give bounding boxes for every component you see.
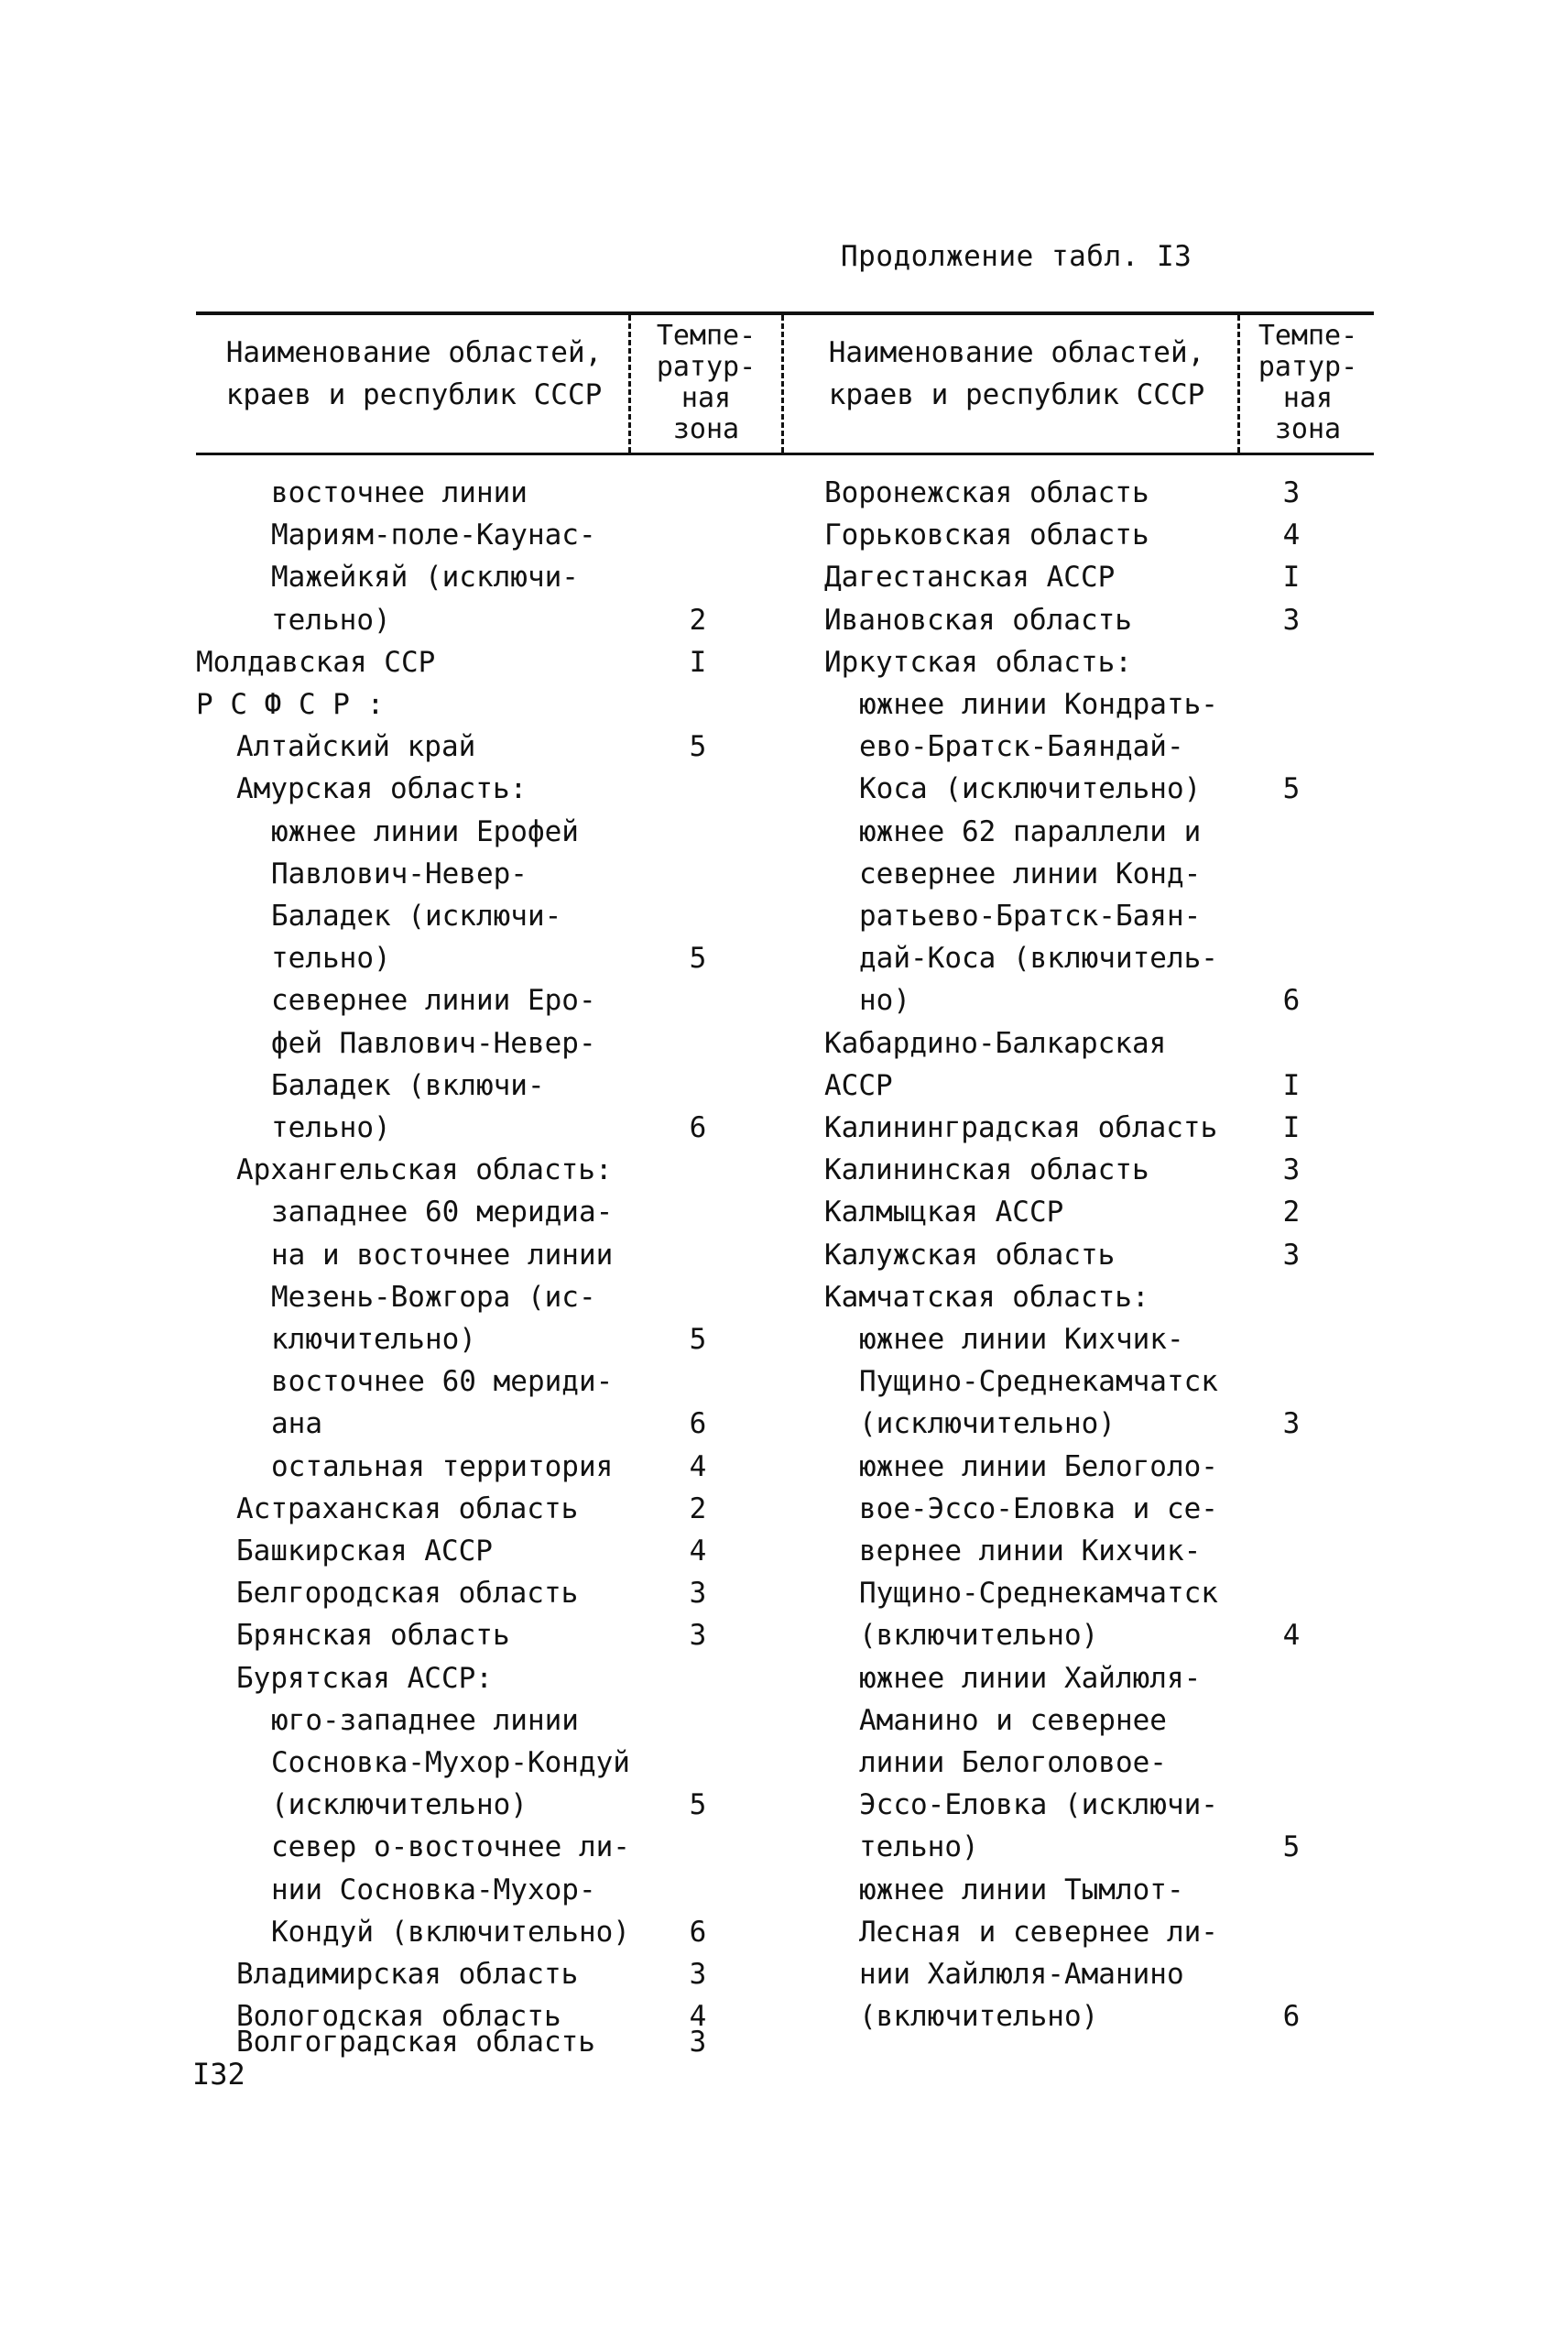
table-row-name: ратьево-Братск-Баян-: [859, 900, 1202, 933]
table-row-name: ана: [271, 1407, 322, 1441]
table-row-name: нии Сосновка-Мухор-: [271, 1873, 596, 1906]
table-row-zone: 4: [689, 1535, 707, 1568]
table-row-zone: 5: [1282, 772, 1301, 806]
table-row-name: на и восточнее линии: [271, 1238, 614, 1272]
table-row-name: западнее 60 меридиа-: [271, 1196, 614, 1229]
table-row-name: южнее линии Хайлюля-: [859, 1661, 1202, 1695]
table-row-name: Бурятская АССР:: [236, 1661, 493, 1695]
table-row-zone: 3: [689, 1619, 707, 1653]
table-row-name: южнее линии Кондрать-: [859, 688, 1218, 721]
table-row-name: Владимирская область: [236, 1958, 579, 1991]
table-row-zone: 6: [1282, 2000, 1301, 2034]
table-row-name: южнее линии Белоголо-: [859, 1449, 1218, 1483]
table-row-name: фей Павлович-Невер-: [271, 1026, 596, 1060]
table-row-name: линии Белоголовое-: [859, 1746, 1167, 1779]
table-row-name: Коса (исключительно): [859, 772, 1202, 806]
table-row-name: Волгоградская область: [236, 2026, 595, 2059]
table-row-zone: 6: [1282, 984, 1301, 1018]
table-row-zone: 4: [689, 1449, 707, 1483]
table-row-zone: 6: [689, 1111, 707, 1144]
table-row-zone: 5: [1282, 1830, 1301, 1864]
table-row-name: нии Хайлюля-Аманино: [859, 1958, 1184, 1991]
table-row-zone: 3: [1282, 1407, 1301, 1441]
table-row-name: восточнее линии: [271, 476, 528, 509]
table-row-zone: 5: [689, 730, 707, 764]
table-row-name: южнее линии Ерофей: [271, 814, 579, 848]
table-row-name: Лесная и севернее ли-: [859, 1915, 1218, 1949]
table-row-name: ключительно): [271, 1323, 476, 1356]
table-row-name: Мариям-поле-Каунас-: [271, 519, 596, 552]
table-row-name: южнее линии Кихчик-: [859, 1323, 1184, 1356]
table-row-name: Архангельская область:: [236, 1153, 613, 1187]
table-row-name: Вологодская область: [236, 2000, 561, 2034]
table-caption: Продолжение табл. I3: [841, 240, 1192, 273]
table-row-zone: 3: [689, 1577, 707, 1611]
table-row-zone: 3: [1282, 603, 1301, 637]
table-row-zone: 6: [689, 1407, 707, 1441]
table-header-rule: [196, 453, 1374, 455]
table-row-name: Аманино и севернее: [859, 1703, 1167, 1737]
table-row-zone: 5: [689, 1788, 707, 1822]
table-row-name: дай-Коса (включитель-: [859, 942, 1218, 976]
column-divider-3: [1237, 315, 1240, 453]
table-row-name: АССР: [824, 1068, 893, 1102]
table-row-name: Калининская область: [824, 1153, 1149, 1187]
table-row-name: юго-западнее линии: [271, 1703, 579, 1737]
table-row-zone: 5: [689, 1323, 707, 1356]
page-number: I32: [192, 2057, 245, 2092]
table-row-zone: 6: [689, 1915, 707, 1949]
table-row-zone: 3: [1282, 1153, 1301, 1187]
table-top-rule: [196, 311, 1374, 315]
table-row-zone: 2: [689, 1491, 707, 1525]
table-row-zone: 4: [689, 2000, 707, 2034]
table-row-name: южнее 62 параллели и: [859, 814, 1202, 848]
table-row-name: Сосновка-Мухор-Кондуй: [271, 1746, 630, 1779]
table-row-name: (включительно): [859, 1619, 1099, 1653]
table-row-name: Брянская область: [236, 1619, 510, 1653]
table-row-name: Пущино-Среднекамчатск: [859, 1577, 1218, 1611]
table-row-name: тельно): [859, 1830, 979, 1864]
table-row-name: Кондуй (включительно): [271, 1915, 630, 1949]
column-divider-2: [781, 315, 784, 453]
table-row-zone: I: [1282, 561, 1301, 595]
table-row-name: (исключительно): [859, 1407, 1116, 1441]
table-row-name: Камчатская область:: [824, 1280, 1149, 1314]
table-row-zone: 3: [1282, 1238, 1301, 1272]
table-row-zone: 5: [689, 942, 707, 976]
table-row-zone: 3: [689, 1958, 707, 1991]
table-row-name: Кабардино-Балкарская: [824, 1026, 1167, 1060]
table-row-name: Калужская область: [824, 1238, 1116, 1272]
table-row-zone: I: [1282, 1068, 1301, 1102]
column-divider-1: [628, 315, 631, 453]
table-row-zone: I: [1282, 1111, 1301, 1144]
table-row-name: Молдавская ССР: [196, 645, 436, 679]
table-row-zone: 3: [1282, 476, 1301, 509]
table-row-name: Эссо-Еловка (исключи-: [859, 1788, 1218, 1822]
table-row-name: Астраханская область: [236, 1491, 579, 1525]
table-row-name: но): [859, 984, 910, 1018]
table-row-name: вое-Эссо-Еловка и се-: [859, 1491, 1218, 1525]
table-row-zone: 2: [1282, 1196, 1301, 1229]
table-row-name: южнее линии Тымлот-: [859, 1873, 1184, 1906]
table-row-zone: 4: [1282, 1619, 1301, 1653]
table-row-name: тельно): [271, 1111, 391, 1144]
right-zone-header: Темпе- ратур- ная зона: [1258, 320, 1358, 445]
table-row-name: север о-восточнее ли-: [271, 1830, 630, 1864]
table-row-name: Башкирская АССР: [236, 1535, 493, 1568]
table-row-zone: 3: [689, 2026, 707, 2059]
table-row-name: восточнее 60 мериди-: [271, 1365, 614, 1399]
table-row-zone: I: [689, 645, 707, 679]
table-row-name: Мажейкяй (исключи-: [271, 561, 579, 595]
table-row-name: (исключительно): [271, 1788, 528, 1822]
table-row-name: Воронежская область: [824, 476, 1149, 509]
table-row-name: Пущино-Среднекамчатск: [859, 1365, 1218, 1399]
table-row-name: Баладек (исключи-: [271, 900, 562, 933]
left-name-header: Наименование областей, краев и республик СССР: [225, 336, 603, 411]
table-row-name: вернее линии Кихчик-: [859, 1535, 1202, 1568]
table-row-name: (включительно): [859, 2000, 1099, 2034]
table-row-name: севернее линии Конд-: [859, 857, 1202, 890]
table-row-name: севернее линии Еро-: [271, 984, 596, 1018]
table-row-name: Мезень-Вожгора (ис-: [271, 1280, 596, 1314]
table-row-zone: 4: [1282, 519, 1301, 552]
table-row-name: Амурская область:: [236, 772, 528, 806]
table-row-name: Баладек (включи-: [271, 1068, 545, 1102]
right-name-header: Наименование областей, краев и республик СССР: [828, 336, 1205, 411]
table-row-zone: 2: [689, 603, 707, 637]
table-row-name: Алтайский край: [236, 730, 476, 764]
table-row-name: Павлович-Невер-: [271, 857, 528, 890]
table-row-name: Калмыцкая АССР: [824, 1196, 1064, 1229]
table-row-name: Белгородская область: [236, 1577, 579, 1611]
table-row-name: Калининградская область: [824, 1111, 1218, 1144]
table-row-name: тельно): [271, 603, 391, 637]
table-row-name: Ивановская область: [824, 603, 1132, 637]
table-row-name: Горьковская область: [824, 519, 1149, 552]
table-row-name: ево-Братск-Баяндай-: [859, 730, 1184, 764]
left-zone-header: Темпе- ратур- ная зона: [656, 320, 757, 445]
table-row-name: Иркутская область:: [824, 645, 1132, 679]
table-row-name: остальная территория: [271, 1449, 614, 1483]
table-row-name: Р С Ф С Р :: [196, 688, 385, 721]
table-row-name: тельно): [271, 942, 391, 976]
table-row-name: Дагестанская АССР: [824, 561, 1116, 595]
